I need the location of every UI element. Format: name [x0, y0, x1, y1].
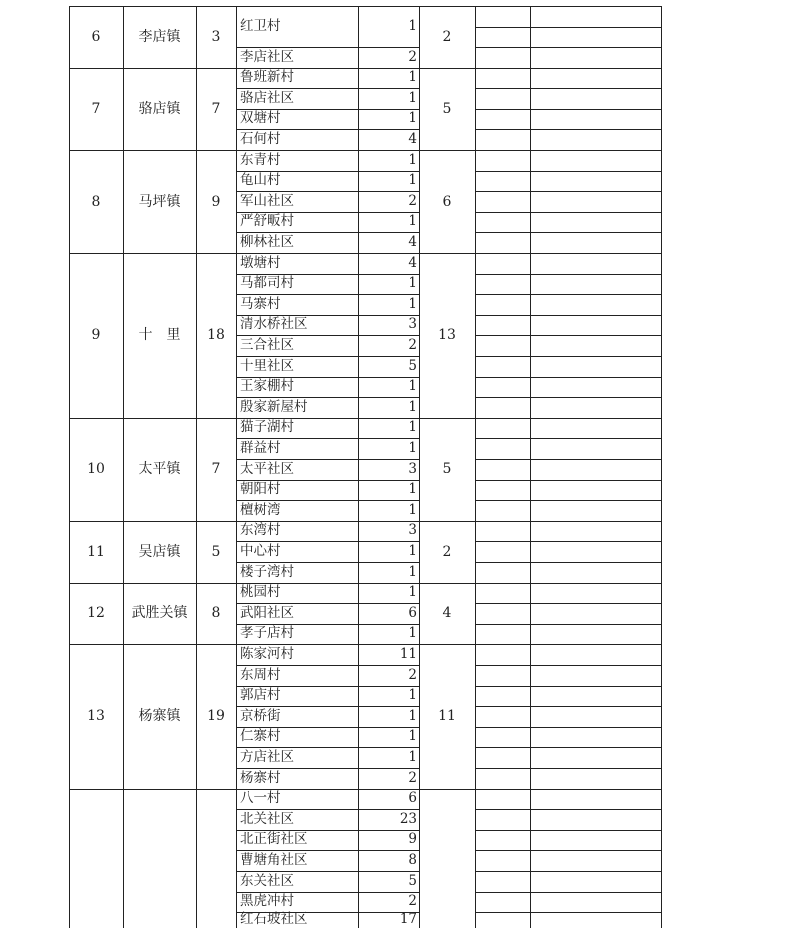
empty-cell: [475, 850, 530, 871]
empty-cell: [475, 397, 530, 418]
town-name-cell: 李店镇: [138, 28, 181, 45]
empty-cell: [475, 418, 530, 439]
village-count-cell: 18: [207, 327, 225, 344]
village-count-cell: 19: [207, 708, 225, 725]
village-number-cell: 8: [408, 851, 417, 868]
village-name-cell: 东湾村: [240, 522, 281, 539]
village-number-cell: 1: [408, 151, 417, 168]
village-number-cell: 1: [408, 542, 417, 559]
row-number-cell: 9: [91, 327, 101, 344]
town-name-cell: [123, 789, 196, 928]
village-name-cell: 北正街社区: [240, 831, 308, 848]
village-name-cell: 八一村: [240, 790, 281, 807]
row-number-cell: 12: [87, 605, 105, 622]
village-number-cell: 2: [408, 336, 417, 353]
total-count-cell: 13: [438, 327, 456, 344]
village-number-cell: 1: [408, 295, 417, 312]
village-number-cell: 1: [408, 501, 417, 518]
village-number-cell: 4: [408, 254, 417, 271]
total-count-cell: 4: [442, 605, 452, 622]
village-number-cell: 23: [399, 810, 417, 827]
town-name-cell: 太平镇: [138, 461, 181, 478]
village-name-cell: 十里社区: [240, 357, 294, 374]
empty-cell: [475, 809, 530, 830]
village-name-cell: 仁寨村: [240, 728, 281, 745]
total-count-cell: 5: [442, 100, 452, 117]
village-count-cell: 7: [211, 100, 221, 117]
empty-cell: [475, 521, 530, 542]
empty-cell: [475, 212, 530, 233]
total-count-cell: [419, 789, 475, 928]
empty-cell: [475, 253, 530, 274]
village-count-cell: 5: [211, 543, 221, 560]
village-count-cell: 8: [211, 605, 221, 622]
empty-cell: [475, 356, 530, 377]
empty-cell: [475, 109, 530, 130]
empty-cell: [475, 789, 530, 810]
village-number-cell: 2: [408, 769, 417, 786]
v-grid-line: [530, 6, 531, 928]
village-name-cell: 严舒畈村: [240, 213, 294, 230]
village-name-cell: 太平社区: [240, 460, 294, 477]
village-number-cell: 2: [408, 48, 417, 65]
village-number-cell: 1: [408, 213, 417, 230]
village-number-cell: 1: [408, 378, 417, 395]
village-number-cell: 1: [408, 275, 417, 292]
village-number-cell: 3: [408, 522, 417, 539]
village-name-cell: 清水桥社区: [240, 316, 308, 333]
village-number-cell: 1: [408, 481, 417, 498]
village-number-cell: 6: [408, 604, 417, 621]
village-number-cell: 1: [408, 728, 417, 745]
village-name-cell: 陈家河村: [240, 645, 294, 662]
village-name-cell: 东周村: [240, 666, 281, 683]
village-number-cell: 3: [408, 460, 417, 477]
village-number-cell: 1: [408, 707, 417, 724]
empty-cell: [475, 88, 530, 109]
empty-cell: [475, 480, 530, 501]
village-number-cell: 1: [408, 69, 417, 86]
village-number-cell: 4: [408, 130, 417, 147]
village-number-cell: 1: [408, 172, 417, 189]
village-name-cell: 黑虎冲村: [240, 893, 294, 910]
empty-cell: [475, 665, 530, 686]
village-name-cell: 东关社区: [240, 872, 294, 889]
total-count-cell: 11: [438, 708, 456, 725]
town-name-cell: 杨寨镇: [138, 708, 181, 725]
row-number-cell: 8: [91, 193, 101, 210]
empty-cell: [475, 47, 530, 68]
village-name-cell: 朝阳村: [240, 481, 281, 498]
village-number-cell: 17: [399, 911, 417, 928]
empty-cell: [475, 315, 530, 336]
village-name-cell: 东青村: [240, 151, 281, 168]
village-number-cell: 1: [408, 687, 417, 704]
empty-cell: [475, 150, 530, 171]
empty-cell: [475, 335, 530, 356]
village-number-cell: 2: [408, 666, 417, 683]
village-name-cell: 鲁班新村: [240, 69, 294, 86]
row-number-cell: 6: [91, 28, 101, 45]
village-number-cell: 9: [408, 831, 417, 848]
village-number-cell: 3: [408, 316, 417, 333]
empty-cell: [475, 541, 530, 562]
village-number-cell: 5: [408, 872, 417, 889]
village-count-cell: 7: [211, 461, 221, 478]
village-name-cell: 骆店社区: [240, 89, 294, 106]
town-name-cell: 吴店镇: [138, 543, 181, 560]
village-name-cell: 北关社区: [240, 810, 294, 827]
village-name-cell: 三合社区: [240, 336, 294, 353]
village-name-cell: 楼子湾村: [240, 563, 294, 580]
village-name-cell: 龟山村: [240, 172, 281, 189]
village-name-cell: 柳林社区: [240, 233, 294, 250]
row-number-cell: 13: [87, 708, 105, 725]
village-number-cell: 4: [408, 233, 417, 250]
village-name-cell: 双塘村: [240, 110, 281, 127]
village-name-cell: 红石坡社区: [240, 911, 308, 928]
empty-cell: [475, 624, 530, 645]
village-number-cell: 1: [408, 89, 417, 106]
empty-cell: [475, 747, 530, 768]
empty-cell: [475, 500, 530, 521]
village-number-cell: 1: [408, 419, 417, 436]
village-count-cell: [196, 789, 236, 928]
h-grid-line: [475, 27, 662, 28]
village-number-cell: 1: [408, 110, 417, 127]
village-name-cell: 孝子店村: [240, 625, 294, 642]
village-number-cell: 1: [408, 625, 417, 642]
empty-cell: [475, 459, 530, 480]
village-number-cell: 1: [408, 584, 417, 601]
village-number-cell: 5: [408, 357, 417, 374]
row-number-cell: 10: [87, 461, 105, 478]
village-name-cell: 猫子湖村: [240, 419, 294, 436]
row-number-cell: 11: [87, 543, 105, 560]
village-number-cell: 1: [408, 17, 417, 34]
village-number-cell: 1: [408, 439, 417, 456]
village-name-cell: 马都司村: [240, 275, 294, 292]
empty-cell: [475, 377, 530, 398]
empty-cell: [475, 603, 530, 624]
row-number-cell: 7: [91, 100, 101, 117]
town-name-cell: 武胜关镇: [131, 605, 188, 622]
empty-cell: [475, 768, 530, 789]
village-number-cell: 1: [408, 398, 417, 415]
total-count-cell: 5: [442, 461, 452, 478]
row-number-cell: [69, 789, 123, 928]
empty-cell: [475, 171, 530, 192]
empty-cell: [475, 274, 530, 295]
village-name-cell: 群益村: [240, 439, 281, 456]
village-number-cell: 2: [408, 893, 417, 910]
village-name-cell: 方店社区: [240, 748, 294, 765]
empty-cell: [475, 871, 530, 892]
empty-cell: [475, 583, 530, 604]
empty-cell: [475, 644, 530, 665]
village-name-cell: 武阳社区: [240, 604, 294, 621]
village-number-cell: 2: [408, 192, 417, 209]
empty-cell: [475, 727, 530, 748]
village-name-cell: 郭店村: [240, 687, 281, 704]
total-count-cell: 2: [442, 543, 452, 560]
village-name-cell: 石何村: [240, 130, 281, 147]
village-name-cell: 殷家新屋村: [240, 398, 308, 415]
village-number-cell: 1: [408, 563, 417, 580]
village-name-cell: 中心村: [240, 542, 281, 559]
town-name-cell: 十 里: [138, 327, 181, 344]
village-name-cell: 红卫村: [240, 17, 281, 34]
town-name-cell: 骆店镇: [138, 100, 181, 117]
town-name-cell: 马坪镇: [138, 193, 181, 210]
village-number-cell: 1: [408, 748, 417, 765]
v-grid-line: [661, 6, 662, 928]
empty-cell: [475, 438, 530, 459]
empty-cell: [475, 562, 530, 583]
total-count-cell: 6: [442, 193, 452, 210]
village-name-cell: 京桥街: [240, 707, 281, 724]
village-name-cell: 檀树湾: [240, 501, 281, 518]
empty-cell: [475, 892, 530, 913]
empty-cell: [475, 129, 530, 150]
village-count-cell: 3: [211, 28, 221, 45]
empty-cell: [475, 191, 530, 212]
village-name-cell: 马寨村: [240, 295, 281, 312]
total-count-cell: 2: [442, 28, 452, 45]
village-name-cell: 杨寨村: [240, 769, 281, 786]
village-name-cell: 李店社区: [240, 48, 294, 65]
village-count-cell: 9: [211, 193, 221, 210]
village-number-cell: 11: [399, 645, 417, 662]
village-name-cell: 桃园村: [240, 584, 281, 601]
village-name-cell: 墩塘村: [240, 254, 281, 271]
village-name-cell: 曹塘角社区: [240, 851, 308, 868]
village-number-cell: 6: [408, 790, 417, 807]
empty-cell: [475, 232, 530, 253]
empty-cell: [475, 706, 530, 727]
empty-cell: [475, 686, 530, 707]
village-name-cell: 王家棚村: [240, 378, 294, 395]
empty-cell: [475, 830, 530, 851]
village-name-cell: 军山社区: [240, 192, 294, 209]
empty-cell: [475, 68, 530, 89]
empty-cell: [475, 912, 530, 928]
empty-cell: [475, 294, 530, 315]
